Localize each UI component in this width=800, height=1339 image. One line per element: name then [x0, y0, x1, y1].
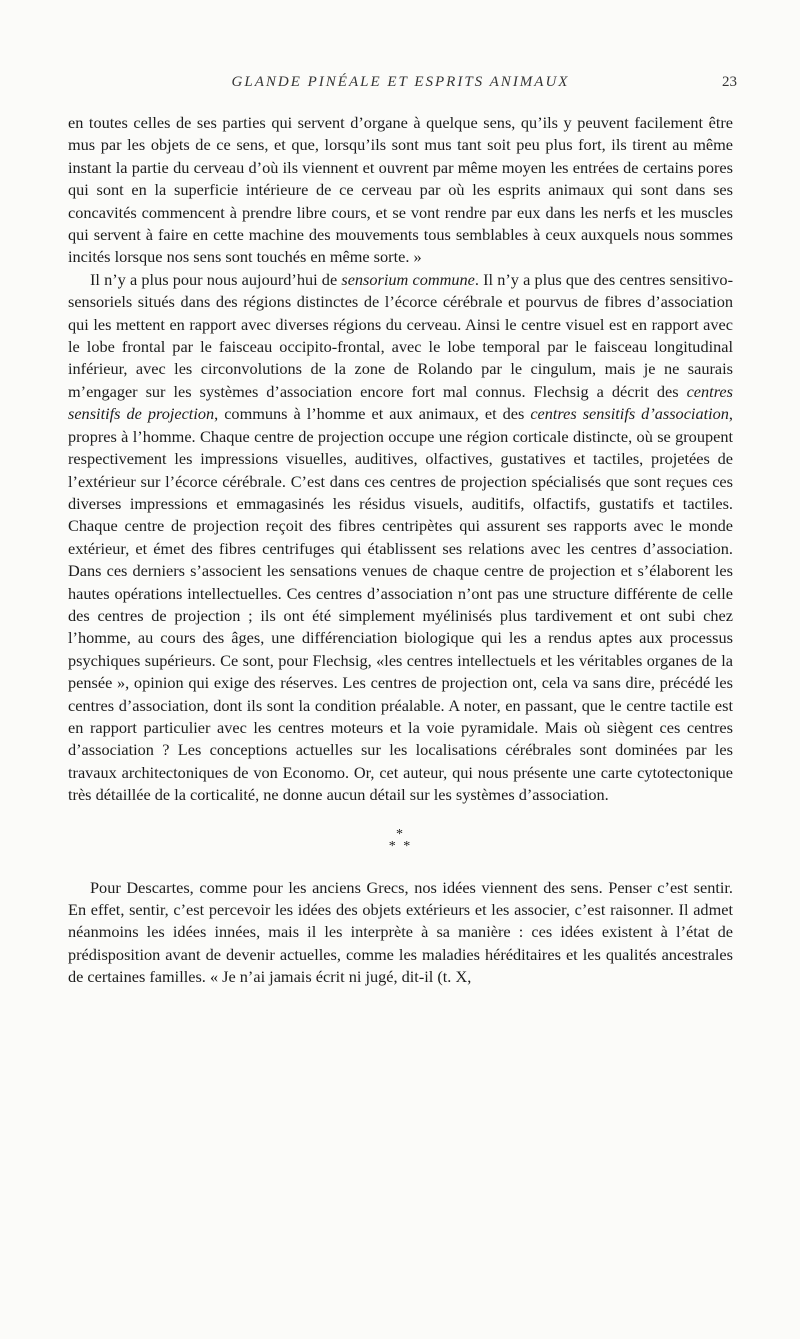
paragraph-descartes: Pour Descartes, comme pour les anciens Grecs, nos idées viennent des sens. Penser c’est sentir. En effet, sentir, c’est percevoir les idées des objets extérieurs et les associer, c’est raisonner. Il admet néanmoins les idées innées, mais il les interprète à sa manière : ces idées existent à l’état de prédisposition avant de devenir actuelles, comme les maladies héréditaires et les qualités ancestrales de certaines familles. « Je n’ai jamais écrit ni jugé, dit-il (t. X, [68, 877, 733, 987]
paragraph-quote-continuation: en toutes celles de ses parties qui servent d’organe à quelque sens, qu’ils y peuvent facilement être mus par les objets de ce sens, et que, lorsqu’ils sont mus tant soit peu plus fort, ils tirent au même instant la partie du cerveau d’où ils viennent et ouvrent par même moyen les entrées de certains pores qui sont en la superficie intérieure de ce cerveau par où les esprits animaux qui sont dans ses concavités commencent à prendre libre cours, et se vont rendre par eux dans les nerfs et les muscles qui servent à faire en cette machine des mouvements tous semblables à ceux auxquels nous sommes incités lorsque nos sens sont touchés en même sorte. » [68, 113, 733, 267]
section-asterism [68, 826, 733, 854]
page-header [68, 74, 737, 98]
paragraph-sensorium: Il n’y a plus pour nous aujourd’hui de sensorium commune. Il n’y a plus que des centres sensitivo-sensoriels situés dans des régions distinctes de l’écorce cérébrale et pourvus de fibres d’association qui les mettent en rapport avec diverses régions du cerveau. Ainsi le centre visuel est en rapport avec le lobe frontal par le faisceau occipito-frontal, avec le lobe temporal par le faisceau longitudinal inférieur, avec les circonvolutions de la zone de Rolando par le cingulum, mais je ne saurais m’engager sur les systèmes d’association encore fort mal connus. Flechsig a décrit des centres sensitifs de projection, communs à l’homme et aux animaux, et des centres sensitifs d’association, propres à l’homme. Chaque centre de projection occupe une région corticale distincte, où se groupent respectivement les impressions visuelles, auditives, olfactives, gustatives et tactiles, projetées de l’extérieur sur l’écorce cérébrale. C’est dans ces centres de projection spécialisés que sont reçues ces diverses impressions et emmagasinés les résidus visuels, auditifs, olfactifs, gustatifs et tactiles. Chaque centre de projection reçoit des fibres centripètes qui assurent ses rapports avec le monde extérieur, et émet des fibres centrifuges qui établissent ses relations avec les centres d’association. Dans ces derniers s’associent les sensations venues de chaque centre de projection et s’élaborent les hautes opérations intellectuelles. Ces centres d’association n’ont pas une structure différente de celle des centres de projection ; ils ont été simplement myélinisés plus tardivement et ont subi chez l’homme, au cours des âges, une différenciation biologique qui les a rendus aptes aux processus psychiques supérieurs. Ce sont, pour Flechsig, «les centres intellectuels et les véritables organes de la pensée », opinion qui exige des réserves. Les centres de projection ont, cela va sans dire, précédé les centres d’association, dont ils sont la condition préalable. A noter, en passant, que le centre tactile est en rapport particulier avec les centres moteurs et la voie pyramidale. Mais où siègent ces centres d’association ? Les conceptions actuelles sur les localisations cérébrales sont dominées par les travaux architectoniques de von Economo. Or, cet auteur, qui nous présente une carte cytotectonique très détaillée de la corticalité, ne donne aucun détail sur les systèmes d’association. [68, 269, 733, 805]
asterism-top: * [396, 826, 405, 842]
running-title: GLANDE PINÉALE ET ESPRITS ANIMAUX [231, 74, 570, 90]
page-number: 23 [722, 74, 737, 90]
asterism-bottom: * * [388, 838, 413, 854]
body-text [68, 112, 733, 989]
